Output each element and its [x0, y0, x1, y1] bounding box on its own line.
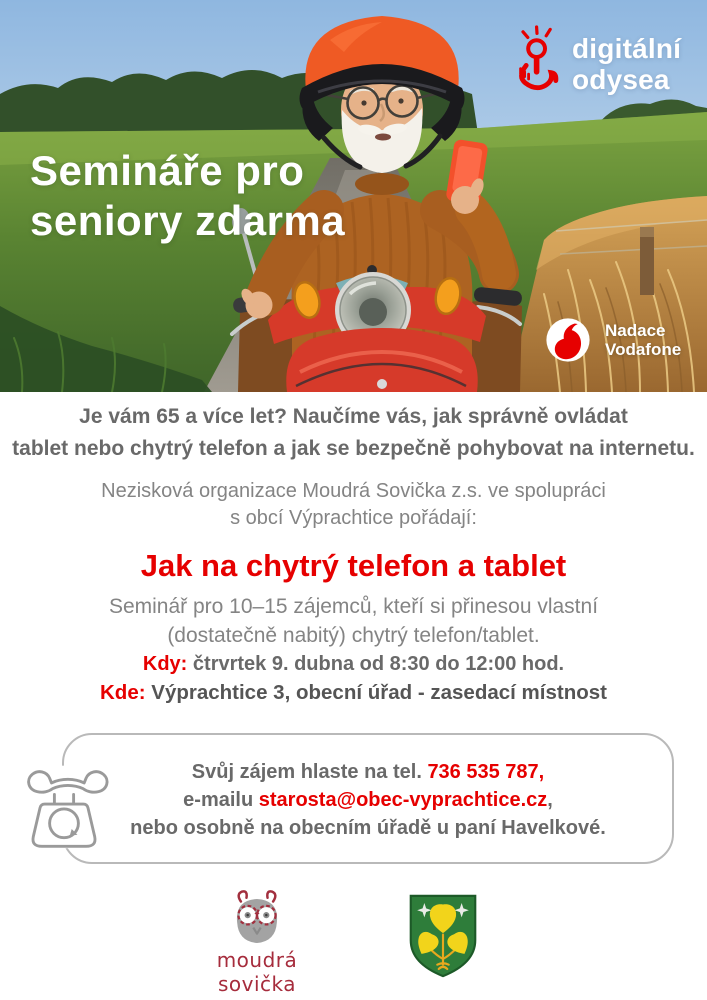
seminar-desc-line1: Seminář pro 10–15 zájemců, kteří si přinesou vlastní — [108, 595, 599, 618]
brand-logo — [515, 22, 681, 96]
hero-title-line2: seniory zdarma — [30, 197, 346, 244]
seminar-title: Jak na chytrý telefon a tablet — [140, 548, 567, 583]
coat-of-arms-icon — [407, 893, 479, 979]
when-label: Kdy: — [142, 653, 188, 675]
fence-post — [640, 227, 654, 295]
contact-line2-suffix: , — [547, 789, 553, 811]
hero-title-line1: Semináře pro — [30, 147, 305, 194]
seminar-desc-line2: (dostatečně nabitý) chytrý telefon/tablet. — [167, 624, 540, 647]
phone-icon — [16, 756, 112, 856]
owl-name — [196, 948, 318, 996]
digital-odysea-icon — [515, 22, 563, 96]
owl-tuft-right — [267, 891, 275, 901]
when-row — [0, 651, 707, 677]
where-text: Výprachtice 3, obecní úřad - zasedací místnost — [151, 681, 607, 704]
where-row — [0, 680, 707, 706]
organizer-line2: s obcí Výprachtice pořádají: — [230, 507, 477, 529]
owl-name-line2: sovička — [217, 972, 297, 996]
where-label: Kde: — [100, 681, 146, 704]
sweater-collar — [355, 173, 409, 195]
contact-phone-number: 736 535 787, — [427, 761, 545, 783]
contact-line1 — [62, 758, 674, 786]
owl-tuft-left — [239, 891, 247, 901]
hero-photo — [0, 0, 707, 392]
mouth — [375, 134, 391, 141]
contact-line1-text: Svůj zájem hlaste na tel. — [191, 761, 422, 783]
intro-line2: tablet nebo chytrý telefon a jak se bezpečně pohybovat na internetu. — [12, 437, 695, 460]
contact-email: starosta@obec-vyprachtice.cz — [258, 789, 548, 811]
vodafone-badge — [544, 316, 681, 364]
owl-name-line1: moudrá — [216, 948, 298, 972]
seminar-description — [0, 592, 707, 650]
eye-left — [361, 100, 366, 105]
nadace-vodafone-label — [605, 321, 681, 359]
intro-line1: Je vám 65 a více let? Naučíme vás, jak správně ovládat — [79, 405, 628, 428]
when-text: čtrvrtek 9. dubna od 8:30 do 12:00 hod. — [192, 653, 565, 675]
organizer-line1: Nezisková organizace Moudrá Sovička z.s. ve spolupráci — [101, 480, 606, 502]
brand-name-line1: digitální — [572, 33, 682, 64]
vodafone-icon — [544, 316, 592, 364]
vodafone-label-line1: Nadace — [605, 321, 666, 340]
organizer-text — [0, 478, 707, 532]
contact-line3: nebo osobně na obecním úřadě u paní Havelkové. — [130, 817, 606, 839]
eye-right — [398, 98, 403, 103]
hero-title — [30, 146, 345, 246]
owl-logo — [196, 890, 318, 996]
intro-text — [0, 401, 707, 465]
brand-name-line2: odysea — [572, 64, 670, 95]
contact-line2 — [62, 786, 674, 814]
vodafone-label-line2: Vodafone — [605, 340, 682, 359]
brand-name — [572, 33, 681, 95]
contact-text — [62, 758, 674, 842]
owl-icon — [226, 890, 288, 944]
apron-emblem — [377, 379, 387, 389]
contact-line2-text: e-mailu — [183, 789, 254, 811]
